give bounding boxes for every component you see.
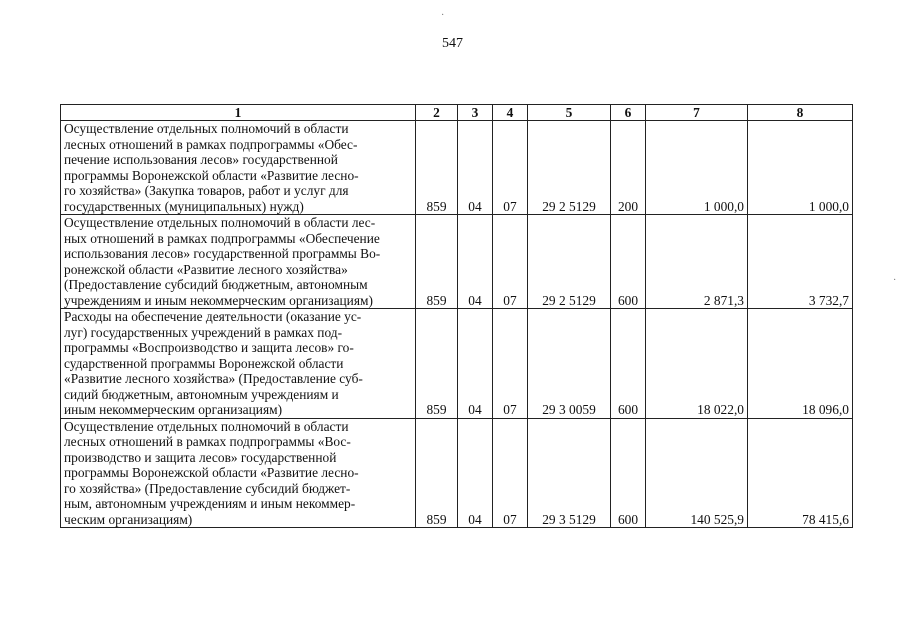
- scan-speck: ·: [893, 275, 897, 286]
- description-line: программы «Воспроизводство и защита лесов» го-: [64, 340, 354, 355]
- cell-amount-col8: 78 415,6: [748, 418, 853, 528]
- header-col-7: 7: [646, 105, 748, 121]
- description-line: Осуществление отдельных полномочий в области лес-: [64, 215, 376, 230]
- cell-target-article: 29 3 5129: [528, 418, 611, 528]
- header-col-2: 2: [416, 105, 458, 121]
- description-line: ронежской области «Развитие лесного хозяйства»: [64, 261, 348, 277]
- cell-ministry-code: 859: [416, 418, 458, 528]
- header-col-8: 8: [748, 105, 853, 121]
- description-line: программы Воронежской области «Развитие лесно-: [64, 167, 359, 183]
- cell-target-article: 29 2 5129: [528, 215, 611, 309]
- page-number: 547: [442, 36, 463, 51]
- table-row: [61, 121, 853, 215]
- cell-amount-col8: 3 732,7: [748, 215, 853, 309]
- description-line: печение использования лесов» государственной: [64, 152, 338, 167]
- cell-expense-type: 600: [611, 418, 646, 528]
- header-col-1: 1: [61, 105, 416, 121]
- description-line: программы Воронежской области «Развитие лесно-: [64, 465, 359, 480]
- description-line: луг) государственных учреждений в рамках под-: [64, 324, 343, 340]
- cell-section-code: 04: [458, 215, 493, 309]
- cell-subsection-code: 07: [493, 121, 528, 215]
- row-description: [61, 418, 416, 528]
- table-row: [61, 309, 853, 419]
- description-line: го хозяйства» (Предоставление субсидий бюджет-: [64, 480, 351, 496]
- cell-subsection-code: 07: [493, 215, 528, 309]
- description-line: иным некоммерческим организациям): [64, 402, 283, 417]
- cell-target-article: 29 2 5129: [528, 121, 611, 215]
- description-line: го хозяйства» (Закупка товаров, работ и услуг для: [64, 183, 349, 198]
- description-line: государственных (муниципальных) нужд): [64, 198, 304, 214]
- header-col-5: 5: [528, 105, 611, 121]
- row-description: [61, 309, 416, 419]
- cell-section-code: 04: [458, 309, 493, 419]
- cell-section-code: 04: [458, 418, 493, 528]
- cell-amount-col8: 1 000,0: [748, 121, 853, 215]
- budget-table: [60, 104, 853, 528]
- cell-subsection-code: 07: [493, 418, 528, 528]
- cell-expense-type: 600: [611, 309, 646, 419]
- description-line: лесных отношений в рамках подпрограммы «Обес-: [64, 136, 358, 152]
- description-line: Расходы на обеспечение деятельности (оказание ус-: [64, 309, 362, 324]
- cell-section-code: 04: [458, 121, 493, 215]
- cell-target-article: 29 3 0059: [528, 309, 611, 419]
- description-line: использования лесов» государственной программы Во-: [64, 246, 381, 261]
- description-line: лесных отношений в рамках подпрограммы «Вос-: [64, 434, 351, 449]
- cell-ministry-code: 859: [416, 215, 458, 309]
- header-col-3: 3: [458, 105, 493, 121]
- cell-amount-col7: 1 000,0: [646, 121, 748, 215]
- description-line: ным, автономным учреждениям и иным некоммер-: [64, 496, 356, 511]
- header-col-6: 6: [611, 105, 646, 121]
- description-line: ных отношений в рамках подпрограммы «Обеспечение: [64, 230, 380, 246]
- description-line: Осуществление отдельных полномочий в области: [64, 418, 349, 434]
- cell-amount-col8: 18 096,0: [748, 309, 853, 419]
- description-line: сидий бюджетным, автономным учреждениям и: [64, 386, 339, 402]
- cell-amount-col7: 2 871,3: [646, 215, 748, 309]
- cell-expense-type: 200: [611, 121, 646, 215]
- cell-subsection-code: 07: [493, 309, 528, 419]
- description-line: учреждениям и иным некоммерческим организациям): [64, 292, 373, 308]
- description-line: производство и защита лесов» государственной: [64, 449, 337, 465]
- scan-speck: ·: [441, 10, 445, 21]
- cell-amount-col7: 140 525,9: [646, 418, 748, 528]
- description-line: (Предоставление субсидий бюджетным, автономным: [64, 277, 368, 292]
- description-line: сударственной программы Воронежской области: [64, 355, 344, 371]
- header-col-4: 4: [493, 105, 528, 121]
- table-row: [61, 418, 853, 528]
- cell-expense-type: 600: [611, 215, 646, 309]
- cell-amount-col7: 18 022,0: [646, 309, 748, 419]
- description-line: Осуществление отдельных полномочий в области: [64, 121, 349, 136]
- cell-ministry-code: 859: [416, 121, 458, 215]
- row-description: [61, 121, 416, 215]
- description-line: «Развитие лесного хозяйства» (Предоставление суб-: [64, 371, 363, 386]
- row-description: [61, 215, 416, 309]
- table-row: [61, 215, 853, 309]
- cell-ministry-code: 859: [416, 309, 458, 419]
- table-header-row: [61, 105, 853, 121]
- description-line: ческим организациям): [64, 511, 193, 527]
